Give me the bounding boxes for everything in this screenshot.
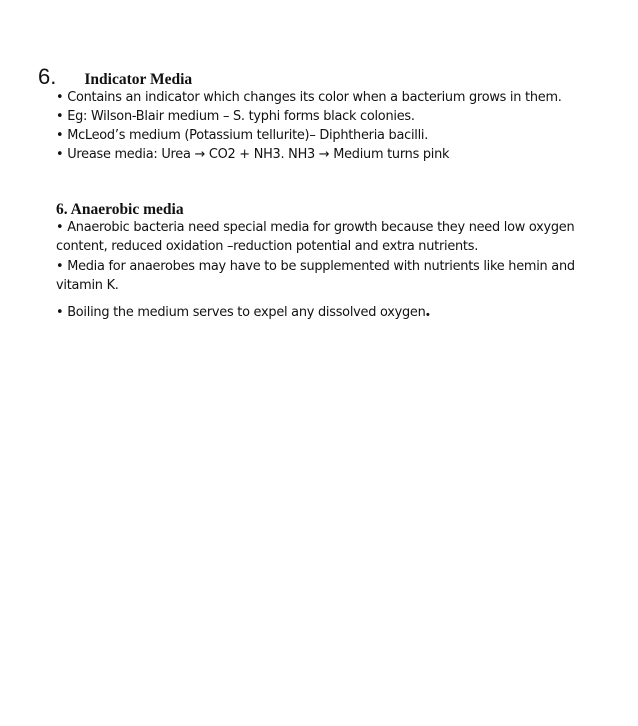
section-title: Indicator Media — [84, 71, 193, 88]
anaerobic-para1-line1: • Anaerobic bacteria need special media for growth because they need low oxygen — [56, 220, 575, 235]
section-anaerobic-media-title: 6. Anaerobic media — [56, 201, 184, 218]
bullet-urease: • Urease media: Urea → CO2 + NH3. NH3 → Medium turns pink — [56, 147, 450, 162]
anaerobic-para3 — [56, 301, 430, 321]
anaerobic-para1-line2: content, reduced oxidation –reduction potential and extra nutrients. — [56, 239, 479, 254]
anaerobic-para2-line1: • Media for anaerobes may have to be supplemented with nutrients like hemin and — [56, 259, 575, 274]
bullet-wilson-blair: • Eg: Wilson-Blair medium – S. typhi forms black colonies. — [56, 109, 415, 124]
anaerobic-para3-text: • Boiling the medium serves to expel any dissolved oxygen — [56, 305, 426, 320]
anaerobic-para3-period: . — [425, 300, 431, 321]
anaerobic-para2-line2: vitamin K. — [56, 278, 119, 293]
bullet-mcleod: • McLeod’s medium (Potassium tellurite)– Diphtheria bacilli. — [56, 128, 429, 143]
section-number: 6. — [38, 64, 57, 89]
bullet-indicator-definition: • Contains an indicator which changes its color when a bacterium grows in them. — [56, 90, 562, 105]
